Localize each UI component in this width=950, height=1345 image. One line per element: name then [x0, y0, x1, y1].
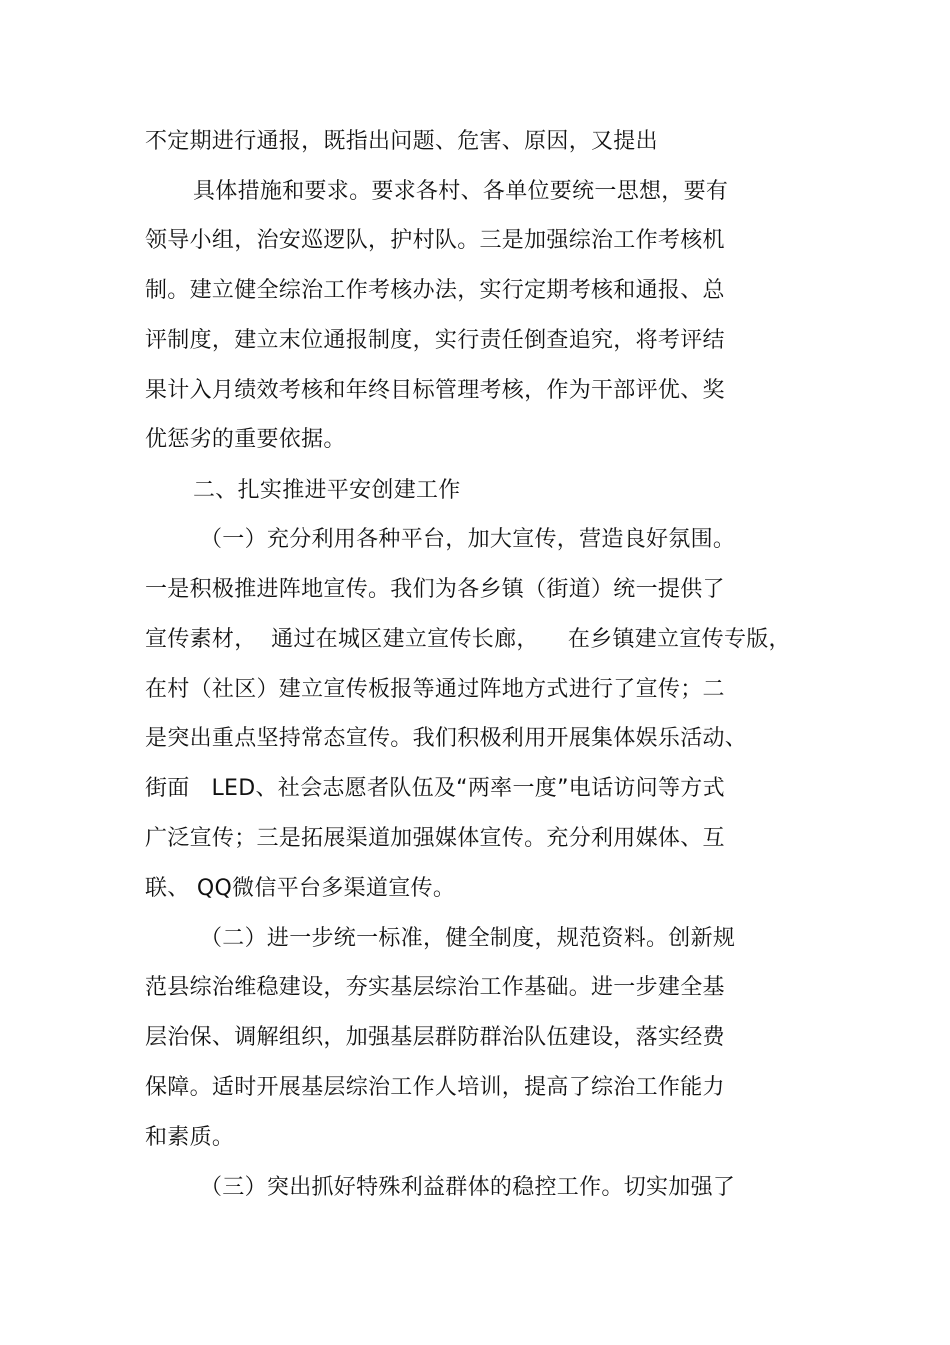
text-line: 宣传素材， 通过在城区建立宣传长廊， 在乡镇建立宣传专版，: [145, 627, 791, 652]
text-line: 是突出重点坚持常态宣传。我们积极利用开展集体娱乐活动、: [145, 726, 748, 751]
subsection-heading: （二）进一步统一标准，健全制度，规范资料。创新规: [200, 926, 736, 951]
subsection-heading: （一）充分利用各种平台，加大宣传，营造良好氛围。: [200, 527, 736, 552]
text-line: 领导小组，治安巡逻队，护村队。三是加强综治工作考核机: [145, 228, 725, 253]
text-line: 保障。适时开展基层综治工作人培训，提高了综治工作能力: [145, 1075, 725, 1100]
subsection-heading: （三）突出抓好特殊利益群体的稳控工作。切实加强了: [200, 1175, 736, 1200]
text-line: 优惩劣的重要依据。: [145, 427, 346, 452]
text-line: 不定期进行通报，既指出问题、危害、原因，又提出: [145, 129, 658, 154]
text-line: 果计入月绩效考核和年终目标管理考核，作为干部评优、奖: [145, 378, 725, 403]
text-line: 具体措施和要求。要求各村、各单位要统一思想，要有: [193, 179, 729, 204]
text-line: 和素质。: [145, 1125, 235, 1150]
section-heading: 二、扎实推进平安创建工作: [193, 478, 461, 503]
text-line: 范县综治维稳建设，夯实基层综治工作基础。进一步建全基: [145, 975, 725, 1000]
text-line: 评制度，建立末位通报制度，实行责任倒查追究，将考评结: [145, 328, 725, 353]
text-line: 层治保、调解组织，加强基层群防群治队伍建设，落实经费: [145, 1025, 725, 1050]
text-line: 在村（社区）建立宣传板报等通过阵地方式进行了宣传；二: [145, 677, 725, 702]
text-line: 制。建立健全综治工作考核办法，实行定期考核和通报、总: [145, 278, 725, 303]
text-line: 一是积极推进阵地宣传。我们为各乡镇（街道）统一提供了: [145, 577, 725, 602]
text-line: 联、 QQ微信平台多渠道宣传。: [145, 876, 456, 901]
text-line: 街面 LED、社会志愿者队伍及“两率一度”电话访问等方式: [145, 776, 725, 801]
text-line: 广泛宣传；三是拓展渠道加强媒体宣传。充分利用媒体、互: [145, 826, 725, 851]
